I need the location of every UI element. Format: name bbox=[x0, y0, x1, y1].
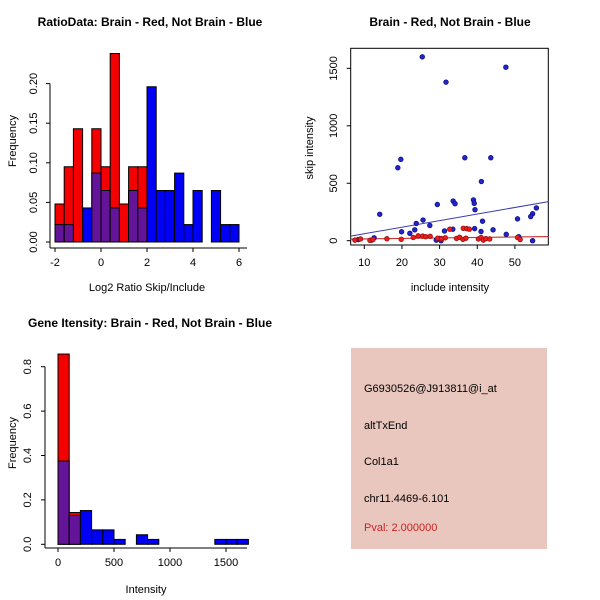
red-point bbox=[416, 234, 421, 239]
y-tick-label: 0 bbox=[328, 237, 340, 244]
hist-bar-overlap bbox=[129, 191, 138, 242]
y-tick-label: 0.6 bbox=[22, 403, 34, 419]
blue-point bbox=[396, 165, 401, 170]
hist-bar bbox=[103, 530, 114, 544]
blue-point bbox=[408, 231, 413, 236]
red-point bbox=[423, 234, 428, 239]
blue-point bbox=[399, 157, 404, 162]
blue-point bbox=[399, 229, 404, 234]
red-point bbox=[518, 237, 523, 242]
x-tick-label: 10 bbox=[358, 257, 371, 269]
gene-hist-ylabel: Frequency bbox=[7, 417, 19, 469]
pval-text: Pval: 2.000000 bbox=[364, 522, 438, 534]
gene-histogram-title: Gene Itensity: Brain - Red, Not Brain - Blue bbox=[27, 316, 273, 330]
x-tick-label: 2 bbox=[143, 257, 151, 269]
y-tick-label: 500 bbox=[328, 174, 340, 193]
blue-point bbox=[377, 212, 382, 217]
hist-bar bbox=[184, 225, 193, 242]
red-point bbox=[385, 236, 390, 241]
hist-bar bbox=[147, 87, 156, 242]
x-tick-label: 1000 bbox=[157, 557, 183, 569]
hist-bar bbox=[237, 539, 248, 544]
blue-point bbox=[442, 229, 447, 234]
y-tick-label: 0.10 bbox=[28, 152, 40, 174]
blue-point bbox=[421, 218, 426, 223]
hist-bar bbox=[119, 204, 128, 242]
blue-point bbox=[480, 219, 485, 224]
hist-bar-overlap bbox=[138, 208, 147, 242]
scatter-xlabel: include intensity bbox=[410, 282, 490, 294]
blue-point bbox=[528, 214, 533, 219]
hist-bar-overlap bbox=[110, 208, 119, 242]
blue-point bbox=[435, 202, 440, 207]
probe-id-text: G6930526@J913811@i_at bbox=[364, 383, 497, 395]
hist-bar bbox=[226, 539, 237, 544]
red-point bbox=[353, 238, 358, 243]
genome-location-text: chr11.4469-6.101 bbox=[364, 493, 450, 505]
hist-bar bbox=[80, 511, 91, 545]
x-tick-label: 30 bbox=[433, 257, 446, 269]
gene-histogram-panel bbox=[0, 300, 300, 600]
blue-point bbox=[491, 227, 496, 232]
red-point bbox=[447, 227, 452, 232]
red-point bbox=[411, 235, 416, 240]
red-point bbox=[487, 237, 492, 242]
y-tick-label: 0.2 bbox=[22, 492, 34, 508]
ratio-histogram-title: RatioData: Brain - Red, Not Brain - Blue bbox=[37, 15, 263, 29]
y-tick-label: 1500 bbox=[328, 56, 340, 81]
red-point bbox=[464, 236, 469, 241]
blue-point bbox=[414, 221, 419, 226]
scatter-ylabel: skip intensity bbox=[304, 116, 316, 180]
x-tick-label: 500 bbox=[104, 557, 124, 569]
hist-bar-overlap bbox=[101, 191, 110, 242]
hist-bar bbox=[114, 539, 125, 544]
hist-bar-overlap bbox=[55, 225, 64, 242]
hist-bar bbox=[230, 225, 239, 242]
blue-point bbox=[515, 217, 520, 222]
blue-point bbox=[479, 229, 484, 234]
blue-point bbox=[472, 201, 477, 206]
red-point bbox=[358, 237, 363, 242]
gene-name-text: Col1a1 bbox=[364, 456, 399, 468]
hist-bar bbox=[73, 129, 82, 242]
x-tick-label: 6 bbox=[235, 257, 243, 269]
red-point bbox=[467, 227, 472, 232]
hist-bar-overlap bbox=[64, 225, 73, 242]
x-tick-label: 4 bbox=[189, 257, 197, 269]
hist-bar bbox=[83, 208, 92, 242]
x-tick-label: 0 bbox=[54, 557, 62, 569]
blue-point bbox=[530, 238, 535, 243]
blue-point bbox=[489, 155, 494, 160]
ratio-hist-ylabel: Frequency bbox=[7, 115, 19, 167]
blue-point bbox=[504, 232, 509, 237]
hist-bar-overlap bbox=[92, 173, 101, 242]
blue-point bbox=[472, 226, 477, 231]
scatter-panel bbox=[300, 0, 600, 300]
red-point bbox=[371, 237, 376, 242]
y-tick-label: 0.4 bbox=[22, 447, 34, 464]
hist-bar bbox=[215, 539, 226, 544]
blue-point bbox=[444, 80, 449, 85]
hist-bar bbox=[165, 191, 174, 242]
hist-bar bbox=[148, 539, 159, 544]
blue-point bbox=[453, 201, 458, 206]
ratio-histogram-panel bbox=[0, 0, 300, 300]
hist-bar-overlap bbox=[58, 461, 69, 544]
x-tick-label: -2 bbox=[50, 257, 60, 269]
hist-bar bbox=[156, 191, 165, 242]
x-tick-label: 40 bbox=[471, 257, 484, 269]
info-panel bbox=[351, 348, 547, 549]
y-tick-label: 0.20 bbox=[28, 72, 40, 95]
y-tick-label: 0.8 bbox=[22, 359, 34, 375]
ratio-hist-xlabel: Log2 Ratio Skip/Include bbox=[88, 282, 206, 294]
y-tick-label: 0.05 bbox=[28, 191, 40, 214]
hist-bar bbox=[211, 191, 220, 242]
blue-point bbox=[473, 207, 478, 212]
blue-point bbox=[504, 65, 509, 70]
blue-point bbox=[428, 223, 433, 228]
y-tick-label: 0.15 bbox=[28, 112, 40, 134]
blue-point bbox=[479, 179, 484, 184]
blue-point bbox=[463, 155, 468, 160]
hist-bar bbox=[92, 530, 103, 544]
x-tick-label: 1500 bbox=[213, 557, 239, 569]
hist-bar bbox=[136, 535, 147, 545]
scatter-title: Brain - Red, Not Brain - Blue bbox=[369, 15, 531, 29]
gene-hist-xlabel: Intensity bbox=[125, 584, 167, 596]
hist-bar bbox=[193, 191, 202, 242]
x-tick-label: 20 bbox=[395, 257, 409, 269]
red-point bbox=[428, 234, 433, 239]
blue-point bbox=[412, 227, 417, 232]
event-type-text: altTxEnd bbox=[364, 420, 408, 432]
hist-bar bbox=[175, 173, 184, 242]
blue-point bbox=[534, 206, 539, 211]
y-tick-label: 1000 bbox=[328, 113, 340, 139]
hist-bar-overlap bbox=[69, 515, 80, 544]
y-tick-label: 0.00 bbox=[28, 231, 40, 253]
x-tick-label: 50 bbox=[508, 257, 522, 269]
hist-bar bbox=[221, 225, 230, 242]
blue-point bbox=[420, 55, 425, 60]
x-tick-label: 0 bbox=[97, 257, 105, 269]
red-point bbox=[399, 237, 404, 242]
red-point bbox=[443, 236, 448, 241]
y-tick-label: 0.0 bbox=[22, 536, 34, 552]
